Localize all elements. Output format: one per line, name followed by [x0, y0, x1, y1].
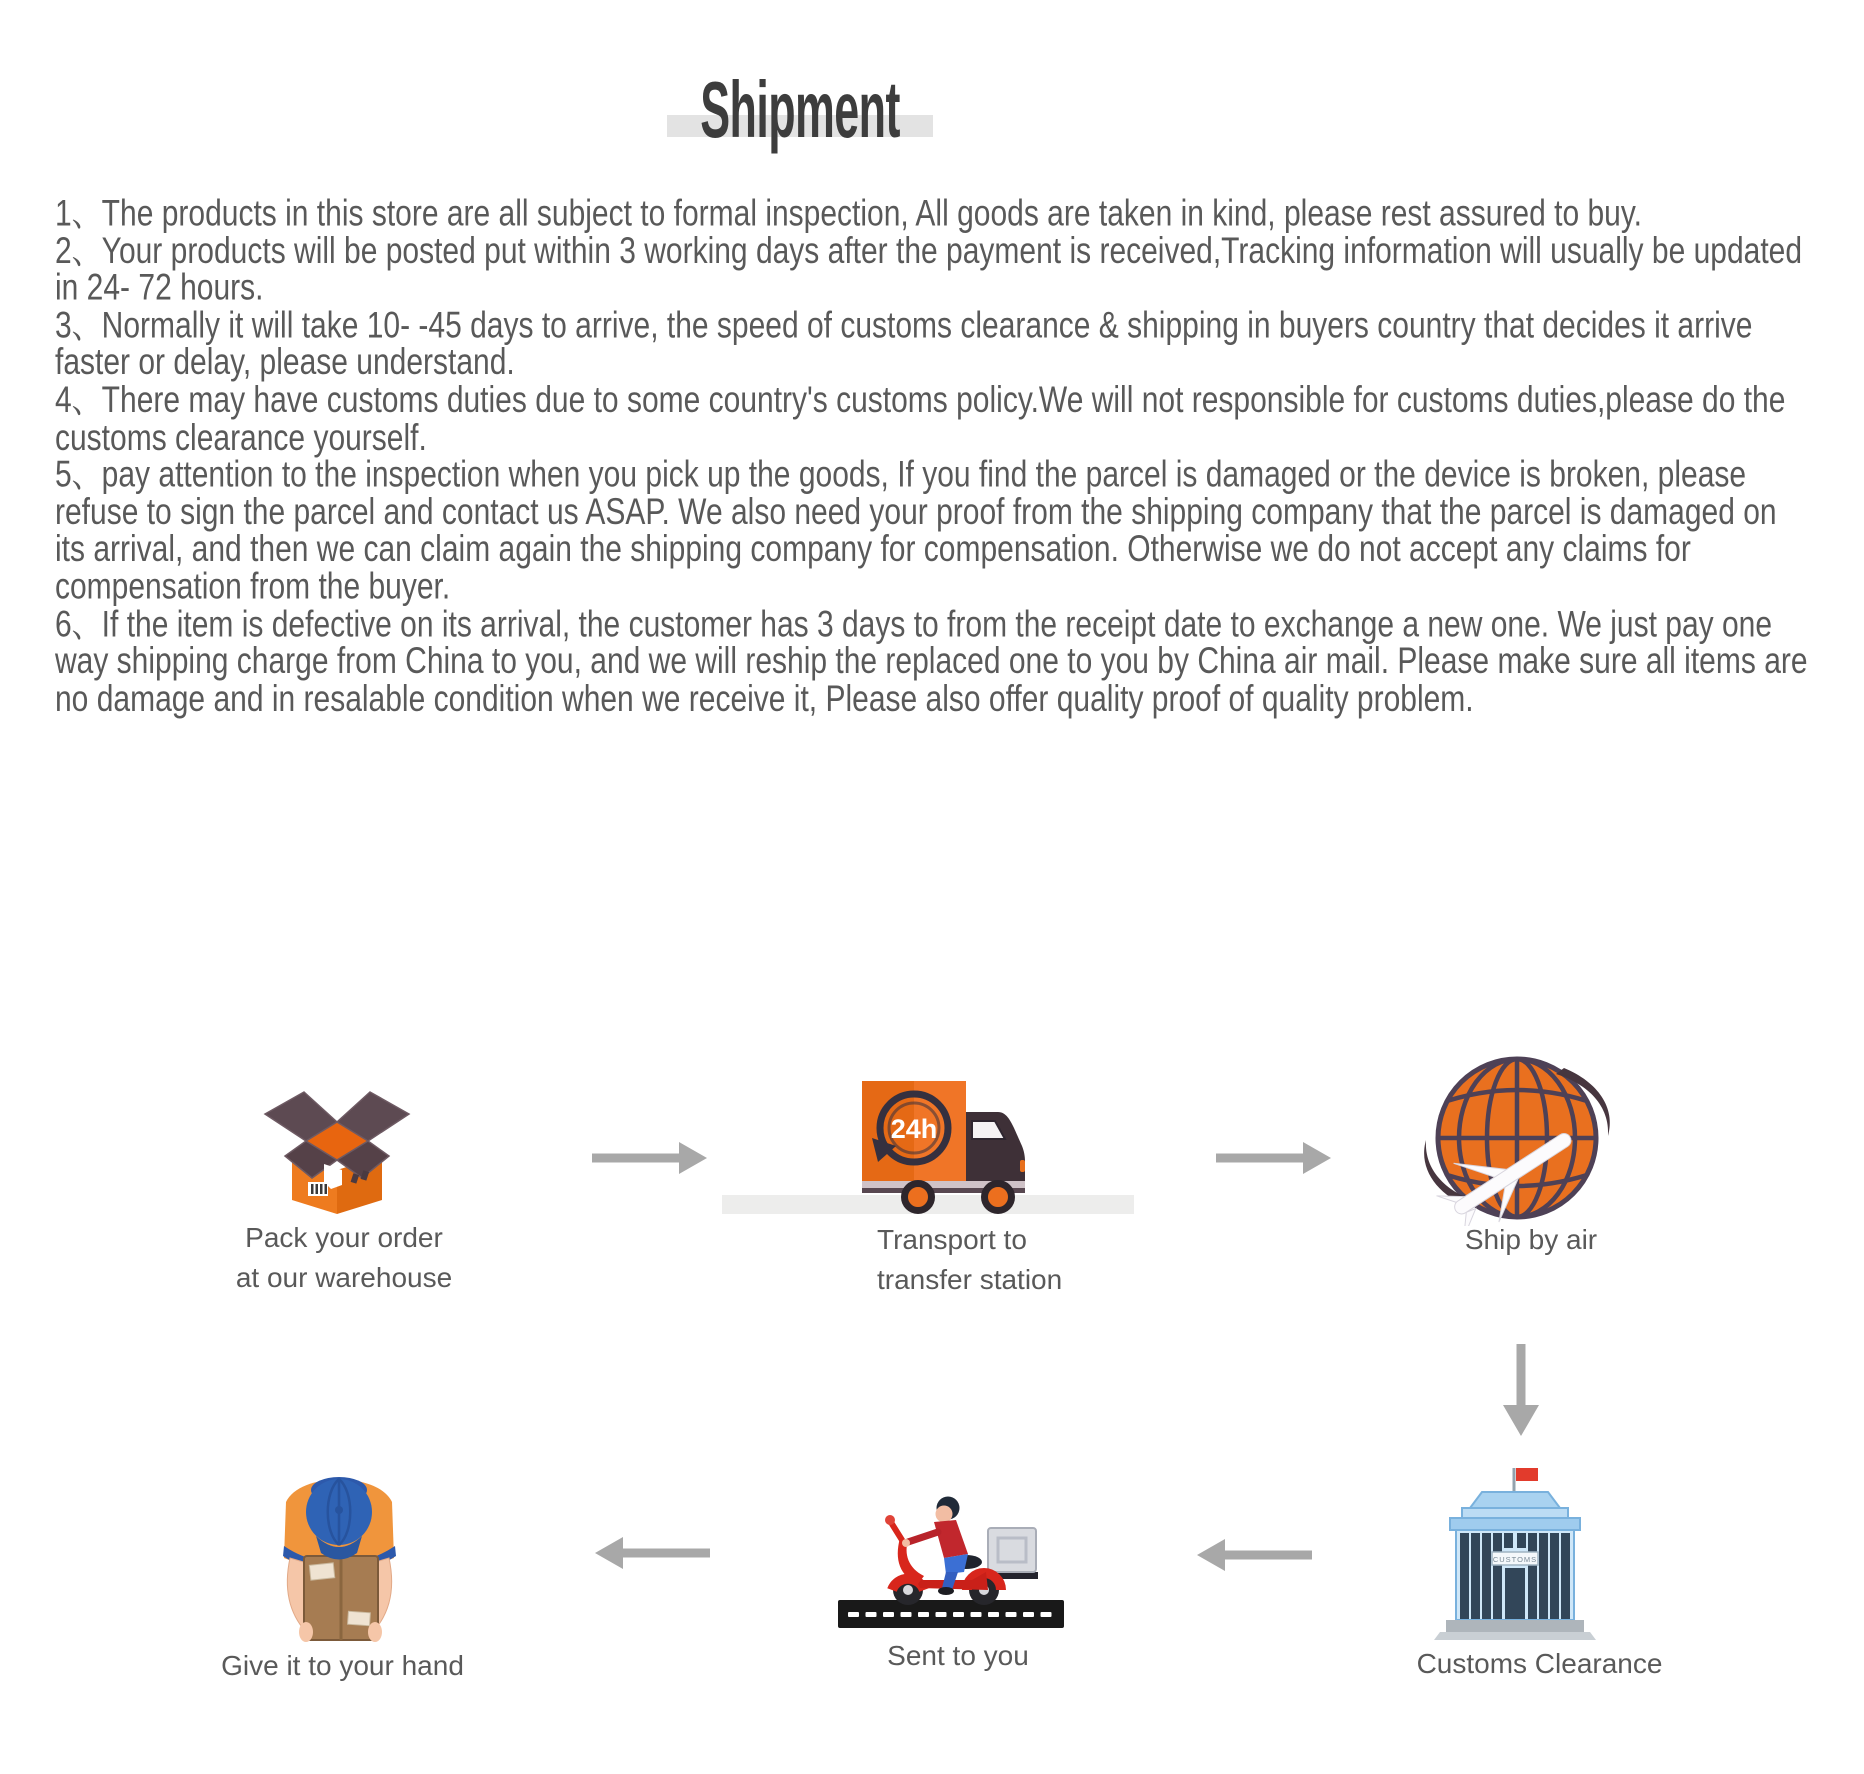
step-label-line: Give it to your hand — [221, 1650, 464, 1681]
arrow-left-icon — [1197, 1539, 1312, 1571]
customs-building-icon — [1420, 1462, 1610, 1644]
step-label-hand — [210, 1646, 475, 1686]
page-title: Shipment — [700, 65, 900, 154]
step-label-line: at our warehouse — [235, 1262, 453, 1293]
step-label-line: Pack your order — [245, 1222, 443, 1253]
courier-handover-icon — [272, 1460, 407, 1645]
open-box-icon — [252, 1064, 422, 1216]
step-label-transport — [877, 1220, 1177, 1300]
arrow-down-icon — [1503, 1344, 1539, 1436]
step-label-air — [1431, 1220, 1631, 1260]
step-label-line: Ship by air — [1464, 1224, 1598, 1255]
step-label-line: Customs Clearance — [1416, 1648, 1663, 1679]
step-label-pack — [224, 1218, 464, 1298]
policy-item-3: 3、Normally it will take 10- -45 days to arrive, the speed of customs clearance & shipping in buyers country that decides it arrive faster or delay, please understand. — [55, 305, 1753, 384]
customs-sign-text: CUSTOMS — [1492, 1555, 1538, 1564]
policy-item-4: 4、There may have customs duties due to some country's customs policy.We will not responsible for customs duties,please do the customs clearance yourself. — [55, 380, 1786, 458]
policy-item-6: 6、If the item is defective on its arrival, the customer has 3 days to from the receipt date to exchange a new one. We just pay one way shipping charge from China to you, and we will reship the replaced one to you by China air mail. Please make sure all items are no damage and in resalable condition when we receive it, Please also offer quality proof of quality problem. — [55, 604, 1808, 720]
policy-item-1: 1、The products in this store are all subject to formal inspection, All goods are taken in kind, please rest assured to buy. — [55, 193, 1642, 234]
globe-airplane-icon — [1412, 1056, 1622, 1226]
step-label-line: Sent to you — [887, 1640, 1029, 1671]
step-label-line: Transport to — [877, 1224, 1027, 1255]
delivery-truck-24h-icon — [862, 1076, 1062, 1216]
arrow-left-icon — [595, 1537, 710, 1569]
truck-24h-badge: 24h — [890, 1114, 938, 1144]
arrow-right-icon — [592, 1142, 707, 1174]
step-label-sent — [858, 1636, 1058, 1676]
policy-item-2: 2、Your products will be posted put within 3 working days after the payment is received,Tracking information will usually be updated in 24- 72 hours. — [55, 230, 1803, 309]
step-label-customs — [1407, 1644, 1672, 1684]
scooter-courier-icon — [836, 1488, 1066, 1633]
policy-item-5: 5、pay attention to the inspection when you pick up the goods, If you find the parcel is damaged or the device is broken, please refuse to sign the parcel and contact us ASAP. We also need your proof from the shipping company that the parcel is damaged on its arrival, and then we can claim again the shipping company for compensation. Otherwise we do not accept any claims for compensation from the buyer. — [55, 454, 1777, 608]
arrow-right-icon — [1216, 1142, 1331, 1174]
step-label-line: transfer station — [877, 1264, 1063, 1295]
policy-list — [55, 193, 1812, 720]
